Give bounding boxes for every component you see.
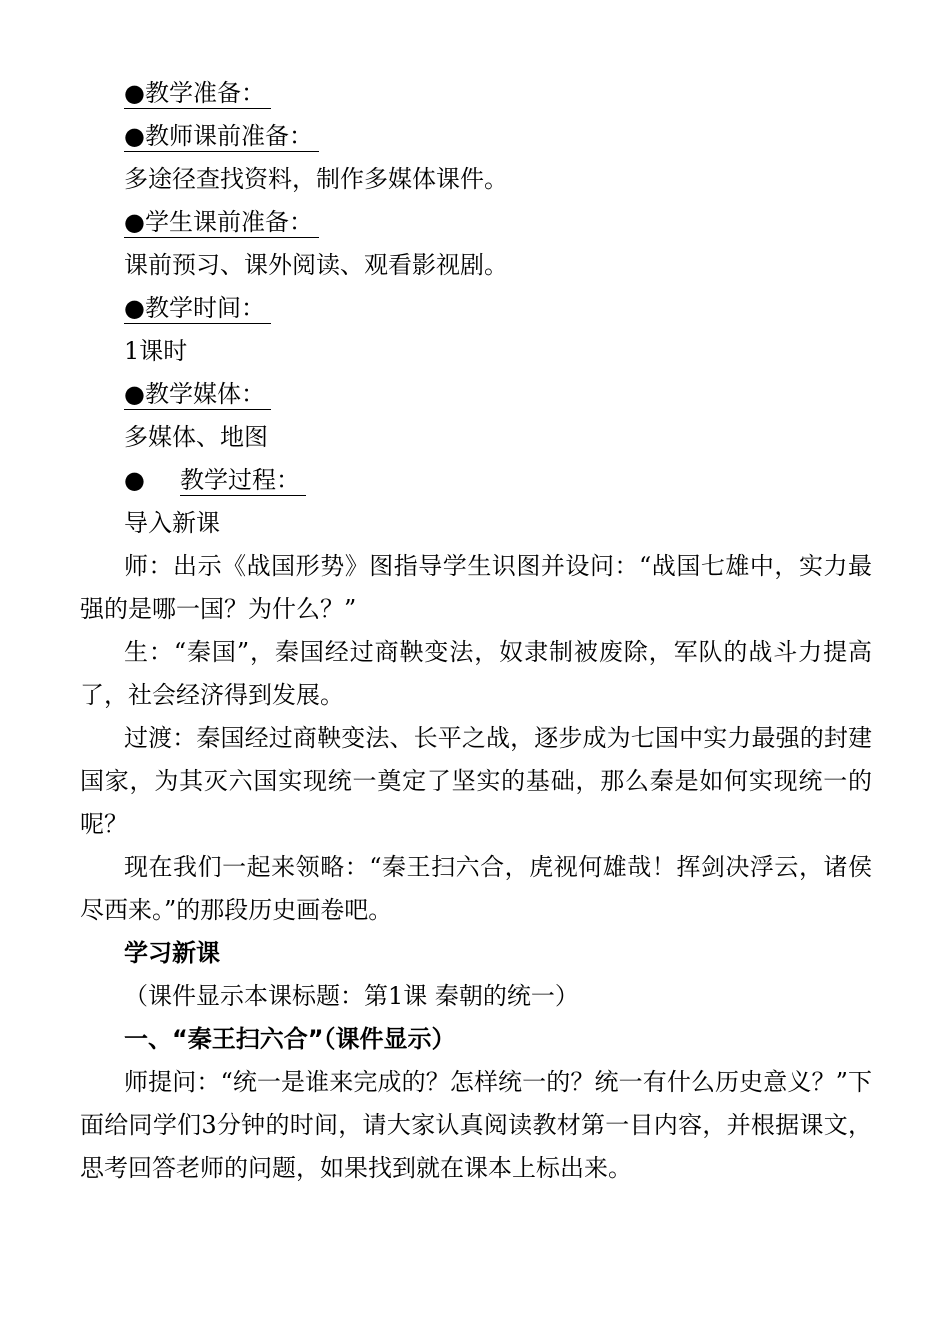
intro-transition: 过渡：秦国经过商鞅变法、长平之战，逐步成为七国中实力最强的封建国家，为其灭六国实现统一奠定了坚实的基础，那么秦是如何实现统一的呢？ <box>80 724 872 838</box>
part-one-heading: 一、“秦王扫六合”（课件显示） <box>124 1025 456 1053</box>
intro-teacher-question: 师：出示《战国形势》图指导学生识图并设问：“战国七雄中，实力最强的是哪一国？为什么？” <box>80 552 872 623</box>
heading-student-preparation: ●学生课前准备： <box>80 201 872 244</box>
teacher-preparation-text: 多途径查找资料，制作多媒体课件。 <box>124 165 508 193</box>
heading-teaching-process: ● 教学过程： <box>80 459 872 502</box>
teacher-question-paragraph: 师提问：“统一是谁来完成的？怎样统一的？统一有什么历史意义？”下面给同学们3分钟的时间，请大家认真阅读教材第一目内容，并根据课文，思考回答老师的问题，如果找到就在课本上标出来。 <box>80 1068 872 1182</box>
heading-teacher-preparation: ●教师课前准备： <box>80 115 872 158</box>
courseware-note: （课件显示本课标题：第1课 秦朝的统一） <box>124 982 579 1010</box>
heading-teaching-time: ●教学时间： <box>80 287 872 330</box>
teaching-media-text: 多媒体、地图 <box>124 423 268 451</box>
intro-student-answer: 生：“秦国”，秦国经过商鞅变法，奴隶制被废除，军队的战斗力提高了，社会经济得到发展。 <box>80 638 872 709</box>
teaching-time-text: 1课时 <box>124 337 188 365</box>
intro-title: 导入新课 <box>124 509 220 537</box>
heading-teaching-media: ●教学媒体： <box>80 373 872 416</box>
intro-poem: 现在我们一起来领略：“秦王扫六合，虎视何雄哉！挥剑决浮云，诸侯尽西来。”的那段历史画卷吧。 <box>80 853 872 924</box>
heading-teaching-preparation: ●教学准备： <box>80 72 872 115</box>
document-page <box>80 72 872 1190</box>
student-preparation-text: 课前预习、课外阅读、观看影视剧。 <box>124 251 508 279</box>
bullet-dot: ● <box>124 466 145 494</box>
lesson-title: 学习新课 <box>124 939 220 967</box>
